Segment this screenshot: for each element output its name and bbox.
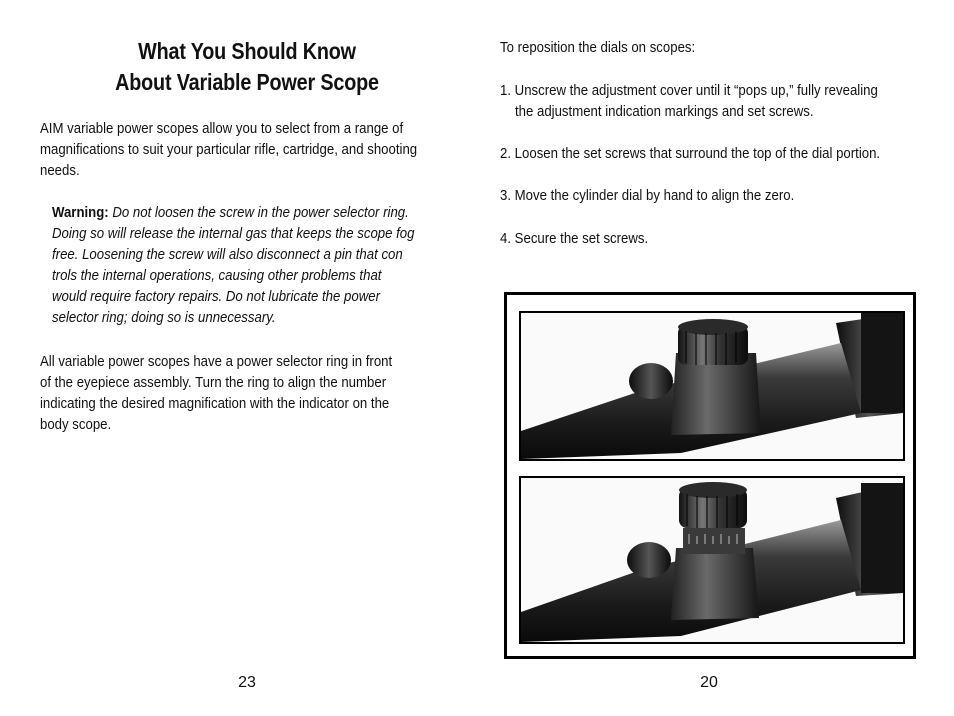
warning-line: trols the internal operations, causing other problems that — [52, 267, 382, 284]
intro-paragraph — [40, 118, 454, 181]
title-line-1: What You Should Know — [138, 38, 356, 64]
scope-turret-closed-photo — [519, 311, 905, 461]
page-number-right: 20 — [700, 674, 718, 691]
body-line: of the eyepiece assembly. Turn the ring to align the number — [40, 374, 387, 391]
warning-line: Do not loosen the screw in the power selector ring. — [112, 204, 409, 221]
warning-line: selector ring; doing so is unnecessary. — [52, 309, 276, 326]
warning-line: free. Loosening the screw will also disconnect a pin that con — [52, 246, 403, 263]
warning-label: Warning: — [52, 204, 109, 221]
warning-line: would require factory repairs. Do not lubricate the power — [52, 288, 380, 305]
photo-frame — [504, 292, 916, 659]
body-line: body scope. — [40, 416, 112, 433]
body-paragraph — [40, 351, 438, 435]
body-line: indicating the desired magnification with the indicator on the — [40, 395, 390, 412]
warning-paragraph — [52, 202, 459, 328]
intro-line: AIM variable power scopes allow you to select from a range of — [40, 120, 404, 137]
right-page — [477, 0, 954, 716]
step-1 — [500, 80, 922, 122]
step-4: 4. Secure the set screws. — [500, 230, 649, 247]
instructions-intro: To reposition the dials on scopes: — [500, 39, 696, 56]
intro-line: magnifications to suit your particular rifle, cartridge, and shooting — [40, 141, 418, 158]
intro-line: needs. — [40, 162, 80, 179]
step-3: 3. Move the cylinder dial by hand to align the zero. — [500, 187, 795, 204]
step-1-line: 1. Unscrew the adjustment cover until it “pops up,” fully revealing — [500, 82, 878, 99]
step-1-line: the adjustment indication markings and set screws. — [514, 103, 814, 120]
page-title — [69, 36, 425, 98]
step-2: 2. Loosen the set screws that surround the top of the dial portion. — [500, 145, 881, 162]
title-line-2: About Variable Power Scope — [115, 69, 379, 95]
warning-line: Doing so will release the internal gas that keeps the scope fog — [52, 225, 415, 242]
body-line: All variable power scopes have a power selector ring in front — [40, 353, 393, 370]
scope-turret-raised-photo — [519, 476, 905, 644]
page-number-left: 23 — [238, 674, 256, 691]
